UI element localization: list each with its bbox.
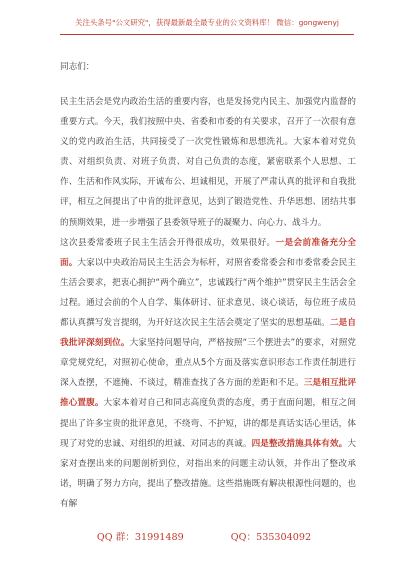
document-body [60,92,356,514]
paragraph-2-part-b: 大家以中央政治局民主生活会为标杆，对照省委常委会和市委常委会民主生活会要求，把衷心拥护“两个确立”，忠诚践行“两个维护”贯穿民主生活会全过程。通过会前的个人自学、集体研讨、征求意见、谈心谈话，每位班子成员都认真撰写发言提纲，为开好这次民主生活会奠定了坚实的思想基础。 [60,257,356,329]
paragraph-2-part-c: 大家坚持问题导向，严格按照“三个摆进去”的要求，对照党章党规党纪，对照初心使命，重点从5个方面及落实意识形态工作责任制进行深入查摆，不遮掩、不谈过，精准查找了各方面的差距和不足。 [60,338,356,389]
highlight-point-3: 三是相互批评推心置腹。 [60,378,356,409]
header-notice: 关注头条号"公文研究"，获得最新最全最专业的公文资料库！ 微信：gongwenyj [75,18,339,27]
footer-qq-group: QQ 群：31991489 [96,532,184,543]
paragraph-1: 民主生活会是党内政治生活的重要内容，也是发扬党内民主、加强党内监督的重要方式。今天，我们按照中央、省委和市委的有关要求，召开了一次很有意义的党内政治生活，共同接受了一次党性锻炼和思想洗礼。大家本着对党负责、对组织负责、对班子负责、对自己负责的态度，紧密联系个人思想、工作、生活和作风实际，开诚布公、坦诚相见，开展了严肃认真的批评和自我批评，相互之间提出了中肯的批评意见，达到了锻造党性、升华思想、团结共事的预期效果，进一步增强了县委领导班子的凝聚力、向心力、战斗力。 [60,97,356,228]
footer-qq: QQ：535304092 [230,532,312,543]
paragraph-2 [60,233,356,514]
footer-contact [0,532,408,544]
paragraph-2-part-d: 大家本着对自己和同志高度负责的态度，勇于直面问题，相互之间提出了许多宝贵的批评意见，不绕弯、不护短，讲的都是真话实话心里话，体现了对党的忠诚、对组织的坦诚、对同志的真诚。 [60,398,356,449]
highlight-point-4: 四是整改措施具体有效。 [251,438,348,449]
highlight-point-2: 二是自我批评深刻到位。 [60,318,356,349]
paragraph-2-intro: 这次县委常委班子民主生活会开得很成功，效果很好。 [60,237,276,248]
paragraph-2-part-e: 大家对查摆出来的问题剖析到位，对指出来的问题主动认领，并作出了整改承诺，明确了努力方向，提出了整改措施。这些措施既有解决根源性问题的，也有解 [60,438,356,509]
salutation: 同志们： [60,62,95,72]
header-divider [60,34,354,35]
highlight-point-1: 一是会前准备充分全面。 [60,237,356,268]
